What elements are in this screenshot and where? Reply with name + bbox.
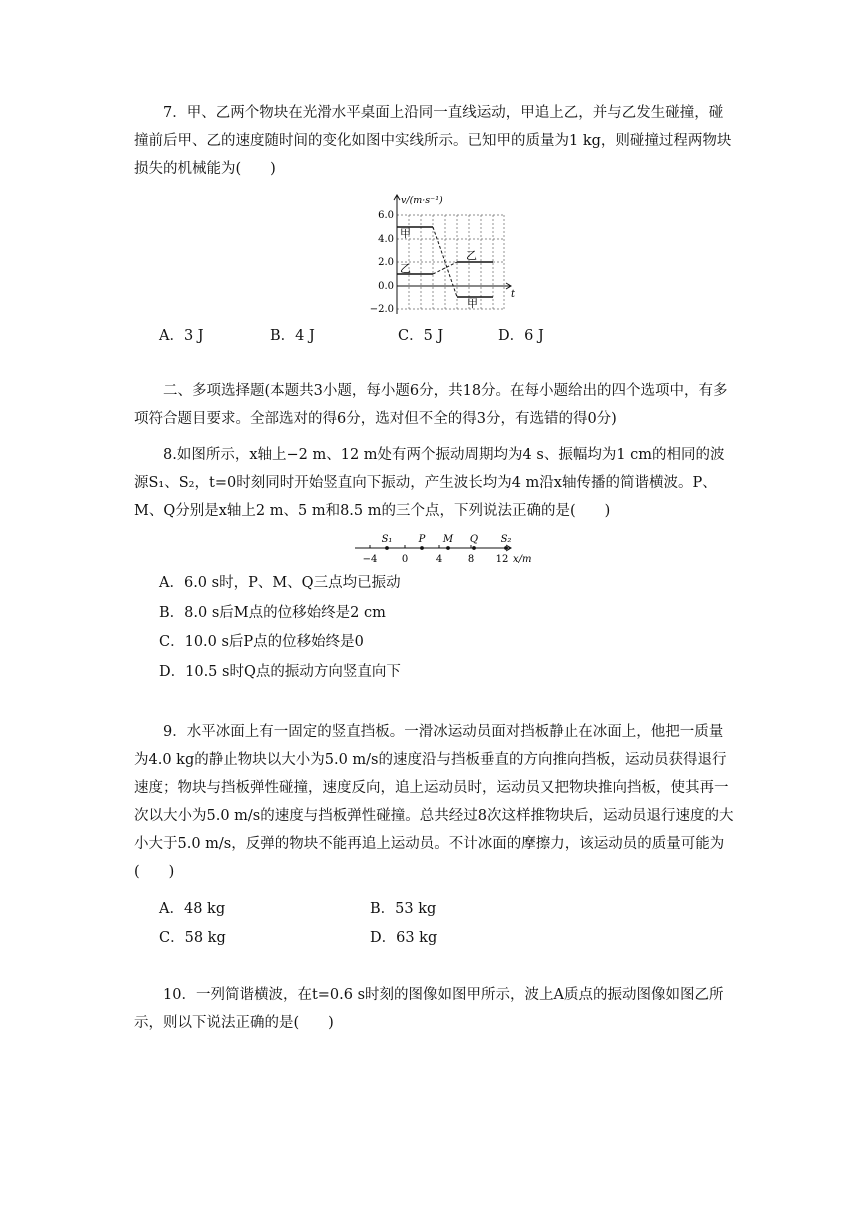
- label-q: Q: [469, 534, 479, 545]
- graph-ylabel: v/(m·s⁻¹): [401, 195, 443, 206]
- axis-unit: x/m: [513, 554, 532, 565]
- graph-xlabel: t: [511, 289, 516, 300]
- label-jia-after: 甲: [467, 297, 478, 310]
- question-9-text: 9．水平冰面上有一固定的竖直挡板。一滑冰运动员面对挡板静止在冰面上，他把一质量为4.0 kg的静止物块以大小为5.0 m/s的速度沿与挡板垂直的方向推向挡板，运动员获得退行速度；物块与挡板弹性碰撞，速度反向，追上运动员时，运动员又把物块推向挡板，使其再一次以大小为5.0 m/s的速度与挡板弹性碰撞。总共经过8次这样推物块后，运动员退行速度的大小大于5.0 m/s，反弹的物块不能再追上运动员。不计冰面的摩擦力，该运动员的质量可能为( ): [134, 724, 734, 880]
- q9-option-c: C．58 kg: [159, 930, 226, 946]
- q9-option-a: A．48 kg: [159, 901, 226, 917]
- tick-0: 0.0: [378, 281, 394, 292]
- question-8-text: 8.如图所示，x轴上−2 m、12 m处有两个振动周期均为4 s、振幅均为1 cm的相同的波源S₁、S₂，t=0时刻同时开始竖直向下振动，产生波长均为4 m沿x轴传播的简谐横波。P、M、Q分别是x轴上2 m、5 m和8.5 m的三个点，下列说法正确的是( ): [134, 447, 725, 519]
- label-s2: S₂: [500, 534, 512, 545]
- q7-option-d: D．6 J: [498, 328, 544, 344]
- label-yi-before: 乙: [400, 262, 411, 275]
- tick-neg2: −2.0: [370, 304, 394, 315]
- q8-option-d: D．10.5 s时Q点的振动方向竖直向下: [159, 664, 401, 680]
- tick-6: 6.0: [378, 210, 394, 221]
- q7-option-a: A．3 J: [159, 328, 204, 344]
- q8-option-b: B．8.0 s后M点的位移始终是2 cm: [159, 605, 386, 621]
- x-axis-diagram: [353, 530, 543, 568]
- velocity-time-graph: [370, 190, 520, 320]
- q8-option-c: C．10.0 s后P点的位移始终是0: [159, 634, 364, 650]
- label-s1: S₁: [381, 534, 393, 545]
- label-jia-before: 甲: [400, 227, 411, 240]
- tick-label-4: 4: [435, 554, 443, 565]
- q7-option-c: C．5 J: [398, 328, 444, 344]
- section-2-header: 二、多项选择题(本题共3小题，每小题6分，共18分。在每小题给出的四个选项中，有多项符合题目要求。全部选对的得6分，选对但不全的得3分，有选错的得0分): [134, 383, 728, 427]
- tick-label-neg4: −4: [362, 554, 378, 565]
- label-p: P: [418, 534, 426, 545]
- tick-label-8: 8: [467, 554, 475, 565]
- question-7-text: 7．甲、乙两个物块在光滑水平桌面上沿同一直线运动，甲追上乙，并与乙发生碰撞，碰撞前后甲、乙的速度随时间的变化如图中实线所示。已知甲的质量为1 kg，则碰撞过程两物块损失的机械能为( ): [134, 105, 732, 177]
- tick-label-12: 12: [495, 554, 509, 565]
- q8-option-a: A．6.0 s时，P、M、Q三点均已振动: [159, 575, 401, 591]
- tick-label-0: 0: [401, 554, 409, 565]
- q7-option-b: B．4 J: [270, 328, 315, 344]
- question-10-text: 10．一列简谐横波，在t=0.6 s时刻的图像如图甲所示，波上A质点的振动图像如图乙所示，则以下说法正确的是( ): [134, 987, 724, 1031]
- tick-2: 2.0: [378, 257, 394, 268]
- label-yi-after: 乙: [466, 249, 477, 262]
- q9-option-b: B．53 kg: [370, 901, 437, 917]
- q9-option-d: D．63 kg: [370, 930, 438, 946]
- label-m: M: [442, 534, 454, 545]
- tick-4: 4.0: [378, 234, 394, 245]
